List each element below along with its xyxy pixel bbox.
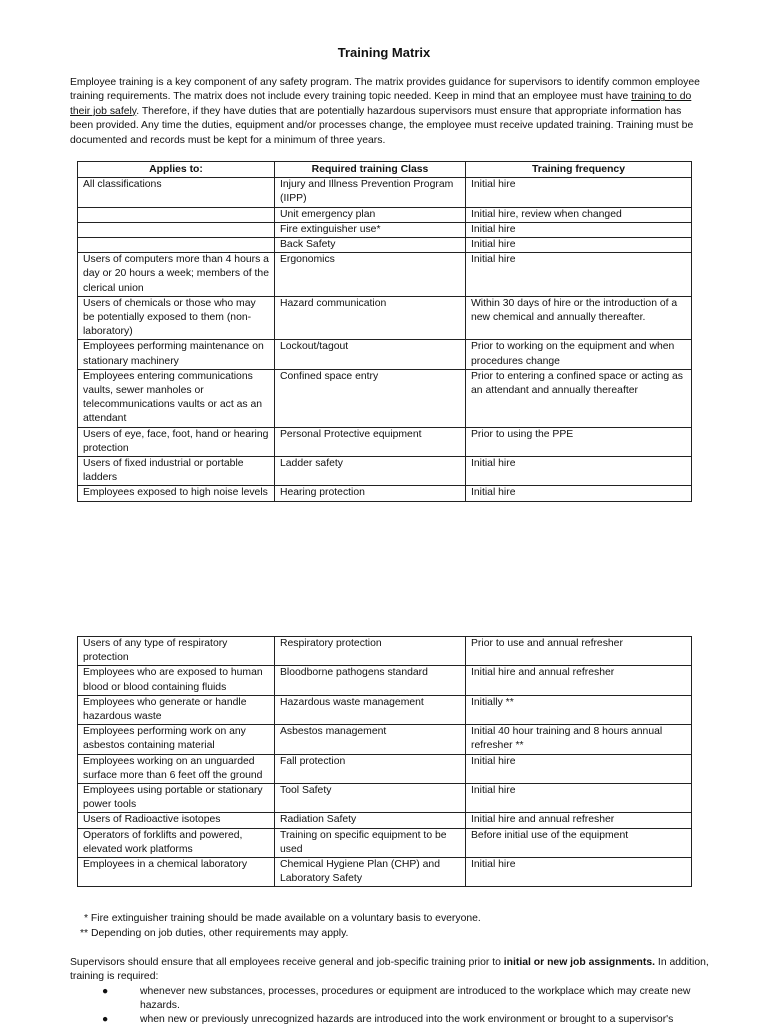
bullet-icon: ● [102,1014,109,1026]
applies-to-cell: Users of any type of respiratory protection [78,637,275,666]
applies-to-cell [78,207,275,222]
bullet-icon: ● [102,986,109,997]
document-title: Training Matrix [337,45,431,60]
table-row [78,296,692,340]
training-frequency-cell: Initial hire, review when changed [466,207,692,222]
closing-bold-phrase: initial or new job assignments. [503,957,656,968]
table-row [78,222,692,237]
table-row [78,340,692,369]
list-item [70,985,710,1013]
applies-to-cell: Users of fixed industrial or portable ladders [78,457,275,486]
table-row [78,178,692,207]
table-row [78,253,692,297]
required-class-cell: Lockout/tagout [275,340,466,369]
required-class-cell: Back Safety [275,238,466,253]
required-class-cell: Hazardous waste management [275,695,466,724]
required-class-cell: Injury and Illness Prevention Program (IIPP) [275,178,466,207]
required-class-cell: Hearing protection [275,486,466,501]
applies-to-cell: Users of Radioactive isotopes [78,813,275,828]
training-matrix-table-part-1 [77,161,692,502]
closing-text-2: In addition, training is required: [70,957,709,983]
required-class-cell: Unit emergency plan [275,207,466,222]
required-class-cell: Fire extinguisher use* [275,222,466,237]
list-item [70,1013,710,1027]
table-row [78,457,692,486]
training-frequency-cell: Initial hire [466,486,692,501]
applies-to-cell: Users of computers more than 4 hours a day or 20 hours a week; members of the clerical union [78,253,275,297]
applies-to-cell: Employees exposed to high noise levels [78,486,275,501]
header-training-frequency: Training frequency [466,162,692,178]
applies-to-cell: Employees who generate or handle hazardous waste [78,695,275,724]
required-class-cell: Radiation Safety [275,813,466,828]
training-frequency-cell: Initial hire and annual refresher [466,666,692,695]
table-row [78,486,692,501]
applies-to-cell [78,238,275,253]
required-class-cell: Bloodborne pathogens standard [275,666,466,695]
applies-to-cell: Employees performing work on any asbestos containing material [78,725,275,754]
training-frequency-cell: Initial 40 hour training and 8 hours annual refresher ** [466,725,692,754]
applies-to-cell: Operators of forklifts and powered, elevated work platforms [78,828,275,857]
training-frequency-cell: Within 30 days of hire or the introduction of a new chemical and annually thereafter. [466,296,692,340]
applies-to-cell: Employees working on an unguarded surface more than 6 feet off the ground [78,754,275,783]
table-row [78,813,692,828]
footnote-fire-extinguisher: * Fire extinguisher training should be made available on a voluntary basis to everyone. [84,913,481,924]
training-frequency-cell: Initial hire [466,178,692,207]
intro-text-1: Employee training is a key component of any safety program. The matrix provides guidance for supervisors to identify common employee training requirements. The matrix does not include every training topic needed. Keep in mind that an employee must have [70,77,700,103]
applies-to-cell: All classifications [78,178,275,207]
required-class-cell: Ergonomics [275,253,466,297]
required-class-cell: Ladder safety [275,457,466,486]
applies-to-cell: Employees entering communications vaults, sewer manholes or telecommunications vaults or act as an attendant [78,369,275,427]
table-row [78,427,692,456]
training-frequency-cell: Initial hire [466,784,692,813]
table-row [78,754,692,783]
required-class-cell: Chemical Hygiene Plan (CHP) and Laboratory Safety [275,858,466,887]
header-required-class: Required training Class [275,162,466,178]
training-frequency-cell: Initial hire [466,238,692,253]
required-class-cell: Confined space entry [275,369,466,427]
applies-to-cell: Users of chemicals or those who may be potentially exposed to them (non-laboratory) [78,296,275,340]
applies-to-cell [78,222,275,237]
applies-to-cell: Employees who are exposed to human blood or blood containing fluids [78,666,275,695]
table-row [78,637,692,666]
table-row [78,858,692,887]
required-class-cell: Asbestos management [275,725,466,754]
training-frequency-cell: Initial hire [466,222,692,237]
intro-text-2: . Therefore, if they have duties that are potentially hazardous supervisors must ensure that appropriate information has been provided. Any time the duties, equipment and/or processes change, the employee must receive updated training. Training must be documented and records must be kept for a minimum of three years. [70,105,694,146]
table-header-row [78,162,692,178]
applies-to-cell: Employees using portable or stationary power tools [78,784,275,813]
training-frequency-cell: Prior to working on the equipment and when procedures change [466,340,692,369]
table-row [78,666,692,695]
training-frequency-cell: Initial hire [466,253,692,297]
training-required-list [70,985,710,1028]
table-row [78,207,692,222]
required-class-cell: Hazard communication [275,296,466,340]
training-frequency-cell: Initial hire [466,754,692,783]
table-row [78,695,692,724]
applies-to-cell: Employees in a chemical laboratory [78,858,275,887]
required-class-cell: Tool Safety [275,784,466,813]
footnote-job-duties: ** Depending on job duties, other requirements may apply. [80,928,349,939]
table-row [78,725,692,754]
training-frequency-cell: Initial hire and annual refresher [466,813,692,828]
training-matrix-table-part-2 [77,636,692,887]
table-row [78,369,692,427]
intro-paragraph [70,76,705,148]
list-item-text: whenever new substances, processes, procedures or equipment are introduced to the workplace which may create new hazards. [140,986,691,1012]
training-frequency-cell: Before initial use of the equipment [466,828,692,857]
required-class-cell: Respiratory protection [275,637,466,666]
training-frequency-cell: Initial hire [466,858,692,887]
training-frequency-cell: Initially ** [466,695,692,724]
applies-to-cell: Users of eye, face, foot, hand or hearing protection [78,427,275,456]
list-item-text: when new or previously unrecognized hazards are introduced into the work environment or brought to a supervisor's [140,1014,674,1026]
training-frequency-cell: Initial hire [466,457,692,486]
table-row [78,238,692,253]
required-class-cell: Fall protection [275,754,466,783]
header-applies-to: Applies to: [78,162,275,178]
training-frequency-cell: Prior to entering a confined space or acting as an attendant and annually thereafter [466,369,692,427]
required-class-cell: Training on specific equipment to be used [275,828,466,857]
applies-to-cell: Employees performing maintenance on stationary machinery [78,340,275,369]
table-row [78,784,692,813]
required-class-cell: Personal Protective equipment [275,427,466,456]
training-frequency-cell: Prior to use and annual refresher [466,637,692,666]
closing-text-1: Supervisors should ensure that all employees receive general and job-specific training prior to [70,957,504,968]
training-frequency-cell: Prior to using the PPE [466,427,692,456]
table-row [78,828,692,857]
intro-underlined-phrase: training to do their job safely [70,91,692,117]
closing-paragraph [70,956,710,985]
